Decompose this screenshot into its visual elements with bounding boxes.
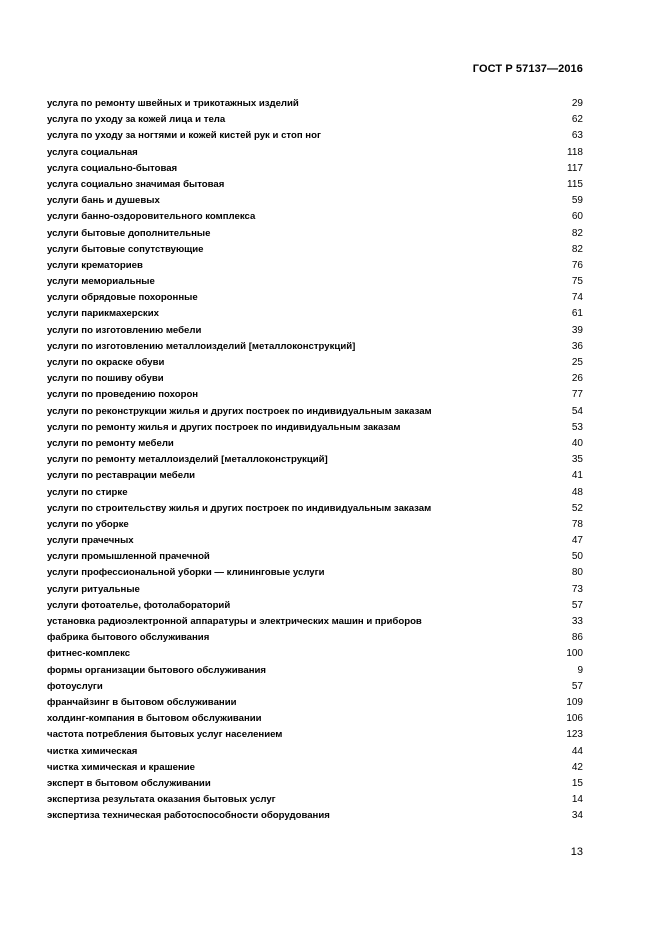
index-term: холдинг-компания в бытовом обслуживании (47, 713, 262, 725)
index-page-ref: 115 (567, 178, 583, 190)
index-term: экспертиза результата оказания бытовых услуг (47, 794, 276, 806)
index-entry (47, 112, 583, 128)
index-term: услуга по уходу за кожей лица и тела (47, 114, 226, 126)
index-entry (47, 808, 583, 824)
index-entry (47, 630, 583, 646)
index-page-ref: 109 (566, 696, 583, 708)
index-entry (47, 679, 583, 695)
index-page-ref: 54 (571, 405, 583, 417)
index-entry (47, 387, 583, 403)
index-page-ref: 29 (571, 98, 583, 109)
index-page-ref: 9 (577, 664, 583, 676)
index-page-ref: 44 (571, 745, 583, 757)
index-term: услуги по проведению похорон (47, 389, 199, 401)
index-entry (47, 161, 583, 177)
index-page-ref: 15 (571, 777, 583, 789)
index-page-ref: 47 (571, 535, 583, 547)
index-entry (47, 274, 583, 290)
index-term: фабрика бытового обслуживания (47, 632, 210, 644)
index-entry (47, 290, 583, 306)
index-term: франчайзинг в бытовом обслуживании (47, 696, 237, 708)
index-page-ref: 14 (571, 794, 583, 806)
index-page-ref: 100 (566, 648, 583, 660)
index-entry (47, 517, 583, 533)
index-term: услуги по окраске обуви (47, 357, 165, 368)
index-page-ref: 57 (571, 680, 583, 692)
index-term: услуга социально-бытовая (47, 162, 178, 174)
index-entry (47, 452, 583, 468)
index-entry (47, 582, 583, 598)
index-term: услуги обрядовые похоронные (47, 292, 198, 304)
index-page-ref: 63 (571, 130, 583, 142)
index-page-ref: 73 (571, 583, 583, 595)
index-entry (47, 598, 583, 614)
index-page-ref: 34 (571, 810, 583, 822)
index-term: услуги по изготовлению мебели (47, 324, 202, 336)
index-page-ref: 33 (571, 616, 583, 627)
index-page-ref: 50 (571, 551, 583, 563)
index-entry (47, 404, 583, 420)
index-entry (47, 339, 583, 355)
index-term: услуги по строительству жилья и других построек по индивидуальным заказам (47, 502, 432, 514)
index-term: услуги по ремонту мебели (47, 437, 174, 449)
index-page-ref: 76 (571, 259, 583, 271)
index-entry (47, 792, 583, 808)
index-entry (47, 177, 583, 193)
index-entry (47, 549, 583, 565)
index-page-ref: 41 (571, 470, 583, 482)
index-page-ref: 117 (567, 162, 583, 174)
index-entry (47, 663, 583, 679)
index-entry (47, 776, 583, 792)
index-term: услуги по ремонту металлоизделий [металлоконструкций] (47, 454, 328, 466)
index-term: услуги банно-оздоровительного комплекса (47, 211, 256, 223)
index-entry (47, 646, 583, 662)
index-term: услуги бань и душевых (47, 195, 160, 207)
index-entry (47, 145, 583, 161)
index-term: услуги мемориальные (47, 276, 155, 288)
index-term: услуги ритуальные (47, 583, 140, 595)
index-term: услуги бытовые дополнительные (47, 227, 211, 239)
index-entry (47, 306, 583, 322)
index-term: услуги по уборке (47, 518, 129, 530)
index-page-ref: 62 (571, 114, 583, 126)
index-entry (47, 420, 583, 436)
index-term: чистка химическая (47, 745, 138, 757)
index-term: услуги по ремонту жилья и других построек по индивидуальным заказам (47, 421, 401, 433)
index-term: экспертиза техническая работоспособности оборудования (47, 810, 330, 822)
index-entry (47, 501, 583, 517)
index-entry (47, 727, 583, 743)
index-term: услуги по пошиву обуви (47, 373, 164, 385)
index-term: услуги фотоателье, фотолабораторий (47, 599, 231, 611)
index-page-ref: 118 (567, 146, 583, 158)
index-entry (47, 533, 583, 549)
index-page-ref: 82 (571, 243, 583, 255)
index-term: услуги профессиональной уборки — клининговые услуги (47, 567, 325, 579)
index-term: услуги крематориев (47, 259, 143, 271)
index-term: формы организации бытового обслуживания (47, 664, 266, 676)
index-page-ref: 40 (571, 437, 583, 449)
index-entry (47, 695, 583, 711)
index-entry (47, 193, 583, 209)
index-page-ref: 52 (571, 502, 583, 514)
index-entry (47, 371, 583, 387)
index-page-ref: 106 (566, 713, 583, 725)
index-term: услуга по уходу за ногтями и кожей кистей рук и стоп ног (47, 130, 321, 142)
index-page-ref: 77 (571, 389, 583, 401)
index-term: установка радиоэлектронной аппаратуры и электрических машин и приборов (47, 616, 422, 627)
index-page-ref: 39 (571, 324, 583, 336)
index-entry (47, 242, 583, 258)
index-page-ref: 59 (571, 195, 583, 207)
index-term: услуги по стирке (47, 486, 128, 498)
index-term: фотоуслуги (47, 680, 103, 692)
index-page-ref: 74 (571, 292, 583, 304)
index-page-ref: 60 (571, 211, 583, 223)
index-term: услуги бытовые сопутствующие (47, 243, 204, 255)
index-page-ref: 78 (571, 518, 583, 530)
index-entry (47, 614, 583, 630)
index-entry (47, 323, 583, 339)
index-term: услуги парикмахерских (47, 308, 159, 320)
index-entry (47, 565, 583, 581)
index-term: частота потребления бытовых услуг населением (47, 729, 283, 741)
index-page-ref: 48 (571, 486, 583, 498)
index-entry (47, 209, 583, 225)
page-number: 13 (570, 846, 583, 858)
index-term: фитнес-комплекс (47, 648, 131, 660)
index-term: эксперт в бытовом обслуживании (47, 777, 211, 789)
index-page-ref: 42 (571, 761, 583, 773)
index-page-ref: 25 (571, 357, 583, 368)
index-entry (47, 258, 583, 274)
index-term: услуга по ремонту швейных и трикотажных изделий (47, 98, 299, 109)
index-entry (47, 355, 583, 371)
index-page-ref: 86 (571, 632, 583, 644)
index-page-ref: 61 (571, 308, 583, 320)
index-term: услуги по реконструкции жилья и других построек по индивидуальным заказам (47, 405, 432, 417)
term-index-list (47, 96, 583, 824)
index-term: чистка химическая и крашение (47, 761, 195, 773)
index-term: услуги промышленной прачечной (47, 551, 210, 563)
index-page-ref: 53 (571, 421, 583, 433)
index-entry (47, 744, 583, 760)
index-entry (47, 468, 583, 484)
index-entry (47, 436, 583, 452)
index-term: услуги по изготовлению металлоизделий [металлоконструкций] (47, 340, 356, 352)
index-page-ref: 75 (571, 276, 583, 288)
index-term: услуги прачечных (47, 535, 134, 547)
index-term: услуга социально значимая бытовая (47, 178, 225, 190)
index-entry (47, 96, 583, 112)
index-entry (47, 485, 583, 501)
index-term: услуга социальная (47, 146, 138, 158)
document-standard-header: ГОСТ Р 57137—2016 (472, 63, 583, 75)
index-entry (47, 226, 583, 242)
index-page-ref: 36 (571, 340, 583, 352)
index-page-ref: 57 (571, 599, 583, 611)
index-page-ref: 82 (571, 227, 583, 239)
index-term: услуги по реставрации мебели (47, 470, 196, 482)
index-entry (47, 128, 583, 144)
index-page-ref: 80 (571, 567, 583, 579)
index-page-ref: 26 (571, 373, 583, 385)
index-entry (47, 760, 583, 776)
index-entry (47, 711, 583, 727)
index-page-ref: 123 (566, 729, 583, 741)
index-page-ref: 35 (571, 454, 583, 466)
